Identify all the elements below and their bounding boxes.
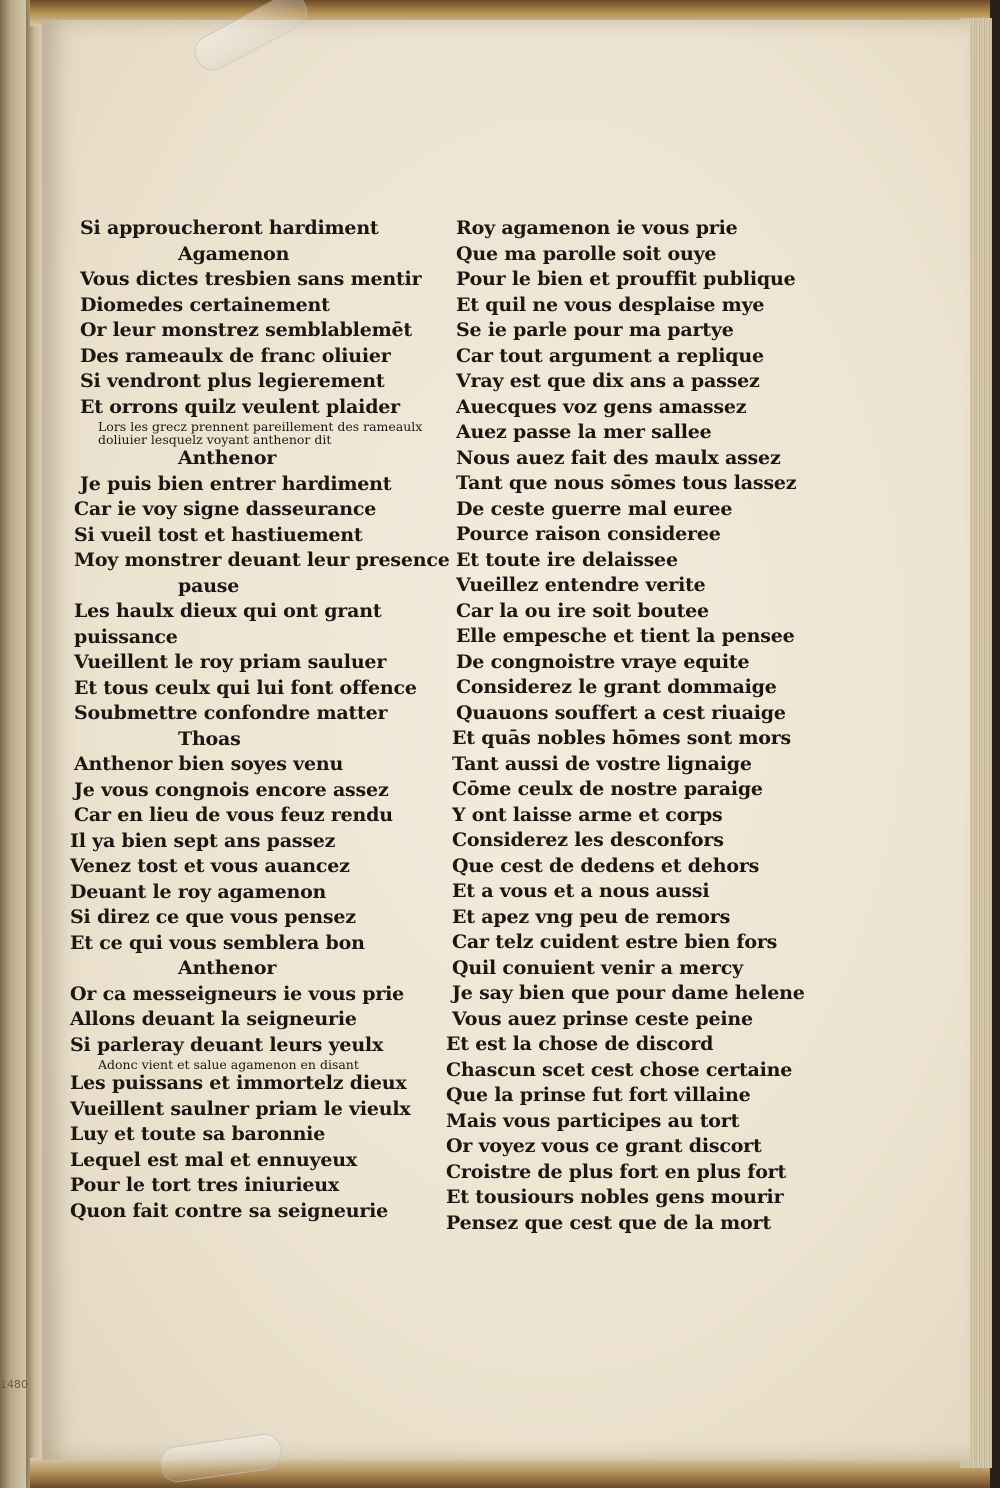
verse-line: Or leur monstrez semblablemēt	[80, 319, 412, 341]
left-verse-column	[68, 216, 468, 1224]
verse-line: Et apez vng peu de remors	[452, 905, 731, 928]
verse-line: Car en lieu de vous feuz rendu	[74, 804, 393, 826]
verse-line: Y ont laisse arme et corps	[452, 803, 723, 826]
verse-line: Il ya bien sept ans passez	[70, 829, 336, 852]
right-verse-column	[442, 216, 862, 1236]
verse-line: Allons deuant la seigneurie	[70, 1008, 357, 1030]
verse-line: Vous auez prinse ceste peine	[452, 1007, 753, 1030]
speaker-name: Anthenor	[178, 957, 277, 979]
verse-line: Or ca messeigneurs ie vous prie	[70, 982, 405, 1005]
verse-line: Et orrons quilz veulent plaider	[80, 395, 400, 418]
verse-line: Tant aussi de vostre lignaige	[452, 752, 752, 775]
verse-line: Car la ou ire soit boutee	[456, 599, 709, 622]
verse-line: Je puis bien entrer hardiment	[80, 472, 392, 495]
verse-line: Vous dictes tresbien sans mentir	[80, 268, 422, 290]
verse-line: Se ie parle pour ma partye	[456, 319, 734, 341]
margin-folio-mark: 1480	[0, 1378, 28, 1391]
verse-line: Je vous congnois encore assez	[74, 778, 389, 801]
verse-line: Et tousiours nobles gens mourir	[446, 1186, 784, 1208]
verse-line: Anthenor bien soyes venu	[74, 753, 344, 775]
verse-line: Si approucheront hardiment	[80, 217, 379, 239]
verse-line: Chascun scet cest chose certaine	[446, 1058, 793, 1081]
verse-line: Si direz ce que vous pensez	[70, 906, 356, 928]
verse-line: Car ie voy signe dasseurance	[74, 498, 377, 520]
verse-line: Croistre de plus fort en plus fort	[446, 1160, 787, 1183]
verse-line: Vueillez entendre verite	[456, 574, 706, 596]
verse-line: Vueillent saulner priam le vieulx	[70, 1097, 411, 1120]
verse-line: Luy et toute sa baronnie	[70, 1123, 326, 1145]
verse-line: Roy agamenon ie vous prie	[456, 217, 738, 239]
speaker-name: Agamenon	[178, 242, 290, 265]
verse-line: Tant que nous sōmes tous lassez	[456, 472, 797, 494]
verse-line: Quon fait contre sa seigneurie	[70, 1199, 389, 1222]
verse-line: Or voyez vous ce grant discort	[446, 1135, 762, 1157]
verse-line: Considerez le grant dommaige	[456, 676, 777, 698]
verse-line: Car tout argument a replique	[456, 344, 764, 367]
verse-line: puissance	[74, 625, 178, 648]
verse-line: Et toute ire delaissee	[456, 548, 678, 571]
speaker-name: Anthenor	[178, 447, 277, 469]
verse-line: Car telz cuident estre bien fors	[452, 931, 778, 953]
background-edge	[992, 0, 1000, 1488]
verse-line: Venez tost et vous auancez	[70, 855, 350, 877]
verse-line: Quauons souffert a cest riuaige	[456, 701, 786, 724]
verse-line: Moy monstrer deuant leur presence	[74, 549, 450, 571]
verse-line: Pour le bien et prouffit publique	[456, 268, 796, 290]
verse-line: Les puissans et immortelz dieux	[70, 1072, 407, 1094]
verse-line: Pour le tort tres iniurieux	[70, 1174, 339, 1196]
verse-line: Que la prinse fut fort villaine	[446, 1084, 751, 1106]
verse-line: Les haulx dieux qui ont grant	[74, 600, 382, 622]
stage-direction: doliuier lesquelz voyant anthenor dit	[98, 432, 332, 447]
verse-line: Et ce qui vous semblera bon	[70, 931, 365, 954]
printed-page	[42, 20, 970, 1460]
verse-line: Je say bien que pour dame helene	[452, 982, 805, 1004]
verse-line: Vray est que dix ans a passez	[456, 370, 760, 392]
verse-line: Et est la chose de discord	[446, 1033, 714, 1055]
verse-line: Si parleray deuant leurs yeulx	[70, 1033, 384, 1056]
speaker-name: Thoas	[178, 727, 241, 750]
verse-line: Auez passe la mer sallee	[456, 421, 712, 443]
verse-line: Que ma parolle soit ouye	[456, 242, 717, 265]
verse-line: Considerez les desconfors	[452, 829, 724, 851]
verse-line: De ceste guerre mal euree	[456, 497, 733, 520]
stage-direction: Adonc vient et salue agamenon en disant	[98, 1057, 359, 1072]
verse-line: Des rameaulx de franc oliuier	[80, 344, 391, 367]
verse-line: Cōme ceulx de nostre paraige	[452, 778, 763, 800]
verse-line: Si vueil tost et hastiuement	[74, 523, 363, 546]
verse-line: Et quil ne vous desplaise mye	[456, 293, 765, 316]
verse-line: Et tous ceulx qui lui font offence	[74, 676, 417, 699]
verse-line: Nous auez fait des maulx assez	[456, 446, 781, 469]
verse-line: Deuant le roy agamenon	[70, 880, 327, 903]
verse-line: Et quās nobles hōmes sont mors	[452, 727, 792, 749]
verse-line: Vueillent le roy priam sauluer	[74, 651, 387, 673]
verse-line: Elle empesche et tient la pensee	[456, 625, 795, 647]
verse-line: Si vendront plus legierement	[80, 370, 385, 392]
verse-line: Et a vous et a nous aussi	[452, 880, 710, 902]
verse-line: De congnoistre vraye equite	[456, 650, 750, 673]
verse-line: Auecques voz gens amassez	[456, 395, 747, 418]
verse-line: Que cest de dedens et dehors	[452, 854, 760, 877]
verse-line: Quil conuient venir a mercy	[452, 956, 743, 979]
verse-line: Soubmettre confondre matter	[74, 702, 388, 724]
verse-line: Mais vous participes au tort	[446, 1109, 740, 1132]
stage-direction: Lors les grecz prennent pareillement des rameaulx	[98, 419, 423, 434]
verse-line: Pensez que cest que de la mort	[446, 1211, 771, 1234]
speaker-name: pause	[178, 574, 240, 597]
verse-line: Lequel est mal et ennuyeux	[70, 1148, 357, 1171]
verse-line: Diomedes certainement	[80, 293, 330, 316]
verse-line: Pource raison consideree	[456, 523, 721, 545]
